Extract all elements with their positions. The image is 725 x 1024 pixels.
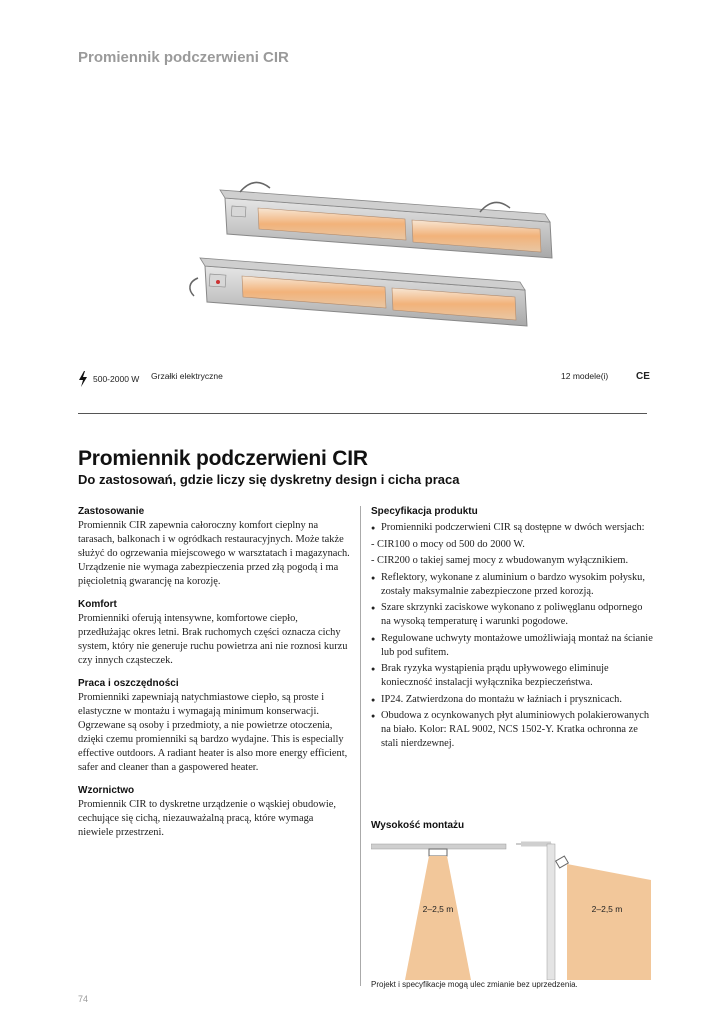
column-divider (360, 506, 361, 986)
list-item: ● Szare skrzynki zaciskowe wykonano z poliwęglanu odpornego na wysoką temperaturę i warunki pogodowe. (371, 601, 653, 629)
list-item: ● Regulowane uchwyty montażowe umożliwiają montaż na ścianie lub pod sufitem. (371, 632, 653, 660)
models-count: 12 modele(i) (561, 371, 609, 381)
section-heading-montaz: Wysokość montażu (371, 820, 465, 831)
list-item: ● Brak ryzyka wystąpienia prądu upływowego eliminuje konieczność instalacji wyłącznika bezpieczeństwa. (371, 662, 653, 690)
product-title: Promiennik podczerwieni CIR (78, 447, 368, 470)
product-subtitle: Do zastosowań, gdzie liczy się dyskretny design i cicha praca (78, 472, 460, 487)
power-range: 500-2000 W (93, 374, 140, 384)
section-heading-specyfikacja: Specyfikacja produktu (371, 506, 478, 517)
power-spec (78, 371, 139, 387)
section-heading-wzornictwo: Wzornictwo (78, 785, 135, 796)
list-item: ● Promienniki podczerwieni CIR są dostępne w dwóch wersjach: (371, 521, 653, 535)
list-item: ● Obudowa z ocynkowanych płyt aluminiowych polakierowanych na biało. Kolor: RAL 9002, NCS 1502-Y. Kratka ochronna ze stali nierdzewnej. (371, 709, 653, 751)
heater-upper (220, 182, 552, 258)
footer-disclaimer: Projekt i specyfikacje mogą ulec zmianie bez uprzedzenia. (371, 980, 578, 989)
section-text-praca: Promienniki zapewniają natychmiastowe ciepło, są proste i elastyczne w montażu i wymagają minimum konserwacji. Ogrzewane są osoby i przedmioty, a nie powietrze otoczenia, dzięki czemu promienniki są bardzo wydajne. This is especially effective outdoors. A radiant heater is also more energy efficient, safer and cleaner than a gaspowered heater. (78, 692, 348, 773)
mounting-diagram (371, 838, 651, 980)
page-header-title: Promiennik podczerwieni CIR (78, 49, 289, 66)
section-text-komfort: Promienniki oferują intensywne, komfortowe ciepło, przedłużając okres letni. Brak ruchomych części oznacza cichy system, który nie generuje ruchu powietrza ani nie roznosi kurzu czy innych cząsteczek. (78, 613, 348, 666)
wall-mount-diagram (516, 844, 651, 980)
ceiling-mount-diagram (371, 844, 506, 980)
left-column (78, 506, 350, 850)
section-text-wzornictwo: Promiennik CIR to dyskretne urządzenie o wąskiej obudowie, cechujące się cichą, niezauważalną pracą, które wymaga niewiele przestrzeni. (78, 799, 336, 838)
section-text-zastosowanie: Promiennik CIR zapewnia całoroczny komfort cieplny na tarasach, balkonach i w ogródkach restauracyjnych. Może także służyć do ogrzewania miejscowego w warsztatach i magazynach. Urządzenie nie wymaga zabezpieczenia przed złą pogodą i ma pięcioletnią gwarancję na korozję. (78, 520, 350, 587)
list-item: - CIR200 o takiej samej mocy z wbudowanym wyłącznikiem. (371, 555, 629, 566)
wall-height-label: 2–2,5 m (591, 904, 623, 914)
ceiling-height-label: 2–2,5 m (422, 904, 454, 914)
divider (78, 413, 647, 414)
list-item: ● Reflektory, wykonane z aluminium o bardzo wysokim połysku, zostały maksymalnie zabezpieczone przed korozją. (371, 571, 653, 599)
section-heading-praca: Praca i oszczędności (78, 678, 179, 689)
ce-mark-icon: CE (636, 371, 650, 382)
category-label: Grzałki elektryczne (151, 371, 223, 381)
list-item: - CIR100 o mocy od 500 do 2000 W. (371, 538, 525, 550)
lightning-icon (78, 371, 88, 387)
right-column (371, 506, 653, 754)
page-number: 74 (78, 994, 89, 1004)
heater-lower (190, 258, 527, 326)
section-heading-komfort: Komfort (78, 599, 117, 610)
spec-list (371, 521, 653, 751)
section-heading-zastosowanie: Zastosowanie (78, 506, 145, 517)
list-item: ● IP24. Zatwierdzona do montażu w łaźniach i prysznicach. (371, 693, 653, 707)
product-image (180, 170, 560, 330)
